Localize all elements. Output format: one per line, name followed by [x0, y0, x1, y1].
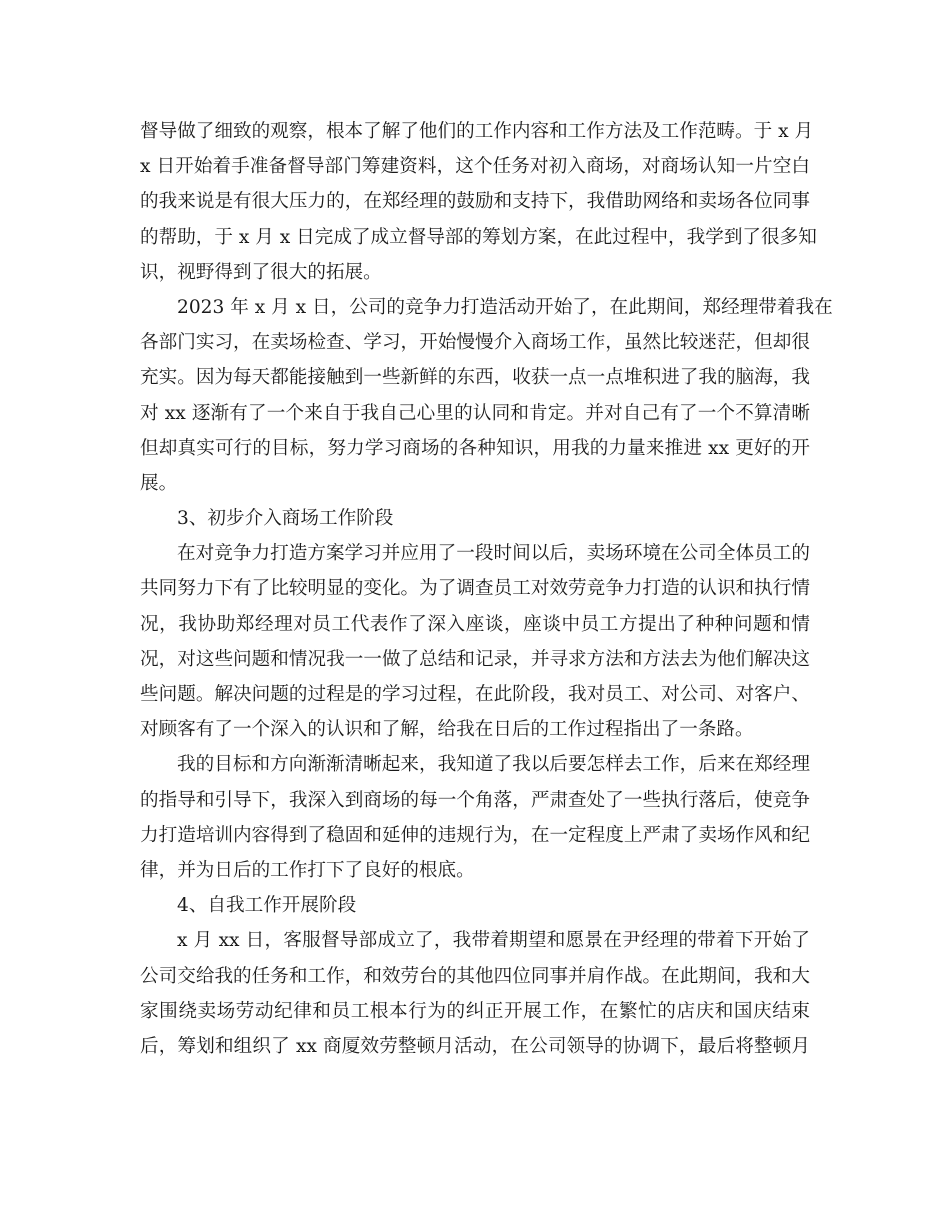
- document-body: [140, 114, 833, 1064]
- text-line: 些问题。解决问题的过程是的学习过程，在此阶段，我对员工、对公司、对客户、: [140, 684, 810, 705]
- text-line: 后，筹划和组织了 xx 商厦效劳整顿月活动，在公司领导的协调下，最后将整顿月: [140, 1035, 810, 1057]
- text-line: 2023 年 x 月 x 日，公司的竞争力打造活动开始了，在此期间，郑经理带着我在: [177, 296, 833, 318]
- text-line: 家围绕卖场劳动纪律和员工根本行为的纠正开展工作，在繁忙的店庆和国庆结束: [140, 1000, 810, 1022]
- text-line: 督导做了细致的观察，根本了解了他们的工作内容和工作方法及工作范畴。于 x 月: [140, 121, 814, 142]
- text-line: 况，我协助郑经理对员工代表作了深入座谈，座谈中员工方提出了种种问题和情: [140, 613, 810, 635]
- paragraph-4: [140, 747, 810, 888]
- paragraph-3: [140, 536, 810, 747]
- section-heading-4: 4、自我工作开展阶段: [177, 895, 357, 917]
- text-line: 力打造培训内容得到了稳固和延伸的违规行为，在一定程度上严肃了卖场作风和纪: [140, 824, 810, 846]
- text-line: 的帮助，于 x 月 x 日完成了成立督导部的筹划方案，在此过程中，我学到了很多知: [140, 226, 817, 248]
- text-line: 对 xx 逐渐有了一个来自于我自己心里的认同和肯定。并对自己有了一个不算清晰: [140, 402, 810, 424]
- text-line: 公司交给我的任务和工作，和效劳台的其他四位同事并肩作战。在此期间，我和大: [140, 965, 810, 987]
- text-line: x 日开始着手准备督导部门筹建资料，这个任务对初入商场，对商场认知一片空白: [140, 156, 810, 178]
- text-line: 律，并为日后的工作打下了良好的根底。: [140, 859, 475, 881]
- text-line: 的我来说是有很大压力的，在郑经理的鼓励和支持下，我借助网络和卖场各位同事: [140, 191, 810, 213]
- text-line: 识，视野得到了很大的拓展。: [140, 261, 382, 283]
- paragraph-2: [140, 290, 833, 501]
- text-line: 各部门实习，在卖场检查、学习，开始慢慢介入商场工作，虽然比较迷茫，但却很: [140, 332, 810, 354]
- paragraph-1: [140, 114, 817, 290]
- text-line: 充实。因为每天都能接触到一些新鲜的东西，收获一点一点堆积进了我的脑海，我: [140, 367, 810, 389]
- text-line: 我的目标和方向渐渐清晰起来，我知道了我以后要怎样去工作，后来在郑经理: [177, 754, 810, 776]
- text-line: x 月 xx 日，客服督导部成立了，我带着期望和愿景在尹经理的带着下开始了: [177, 930, 810, 952]
- text-line: 对顾客有了一个深入的认识和了解，给我在日后的工作过程指出了一条路。: [140, 719, 754, 741]
- text-line: 展。: [140, 472, 178, 494]
- text-line: 在对竞争力打造方案学习并应用了一段时间以后，卖场环境在公司全体员工的: [177, 543, 810, 565]
- text-line: 况，对这些问题和情况我一一做了总结和记录，并寻求方法和方法去为他们解决这: [140, 648, 810, 670]
- text-line: 但却真实可行的目标，努力学习商场的各种知识，用我的力量来推进 xx 更好的开: [140, 437, 810, 459]
- text-line: 共同努力下有了比较明显的变化。为了调查员工对效劳竞争力打造的认识和执行情: [140, 578, 810, 600]
- paragraph-5: [140, 923, 810, 1064]
- text-line: 的指导和引导下，我深入到商场的每一个角落，严肃查处了一些执行落后，使竞争: [140, 789, 810, 811]
- section-heading-3: 3、初步介入商场工作阶段: [177, 508, 394, 530]
